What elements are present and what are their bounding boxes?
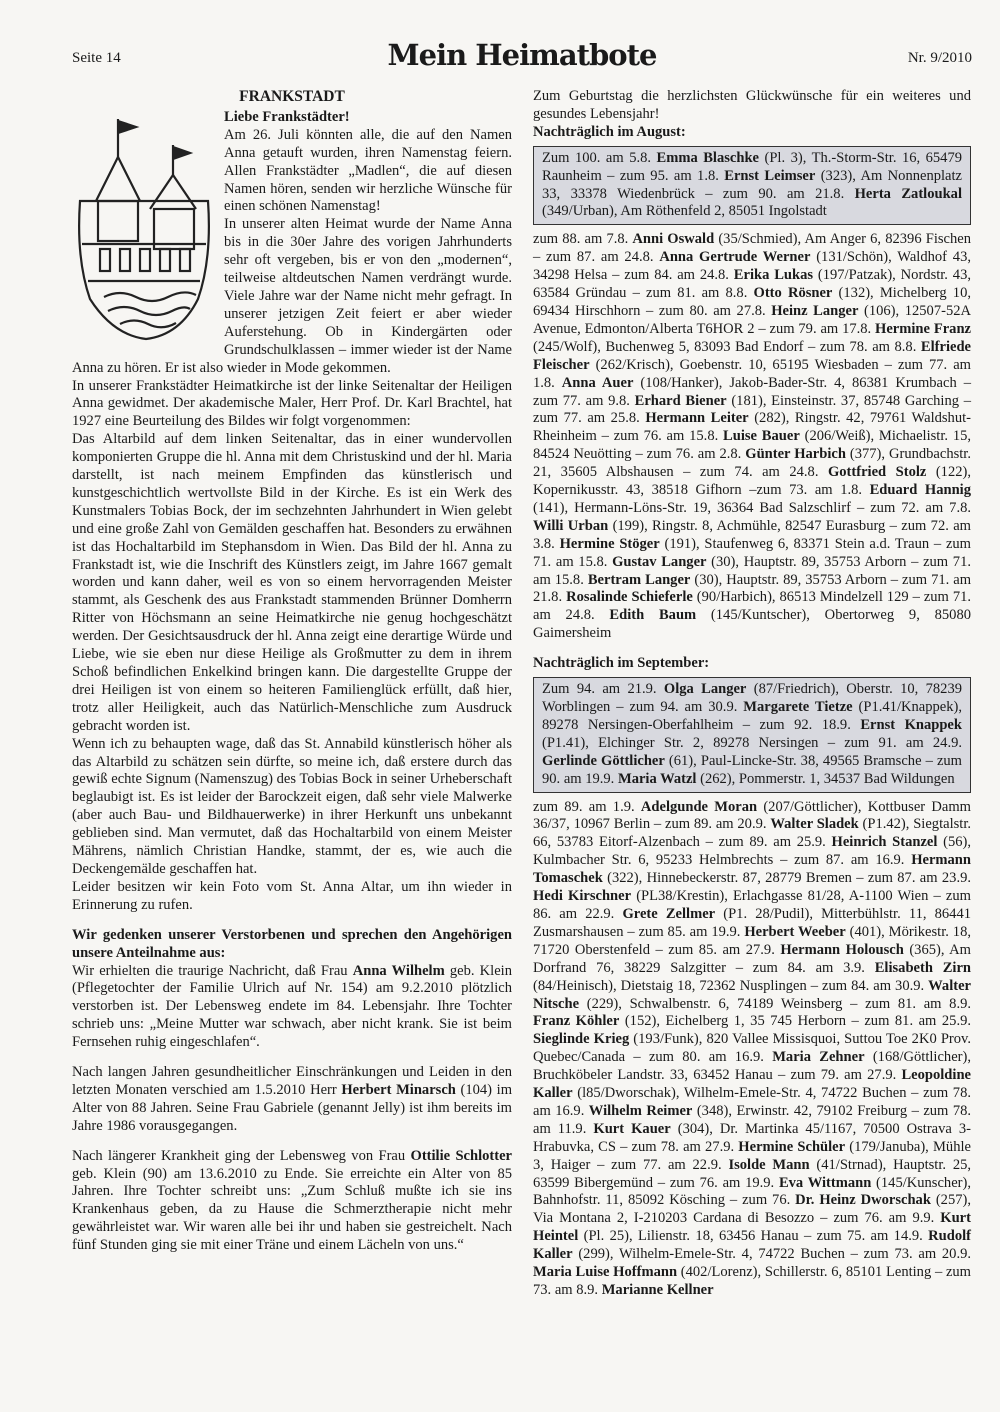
person-name: Hermine Stöger	[559, 535, 660, 552]
obituary-entry: Wir erhielten die traurige Nachricht, daß Frau Anna Wilhelm geb. Klein (Pflegetochter der Familie Ulrich auf Nr. 154) am 9.2.2010 plötzlich verstorben ist. Der Lebensweg endete im 84. Lebensjahr. Ihre Tochter schrieb uns: „Meine Mutter war schwach, aber nicht krank. Sie ist beim Fernsehen ruhig eingeschlafen“.	[72, 962, 512, 1051]
person-name: Kurt Heintel	[533, 1210, 971, 1245]
person-name: Walter Nitsche	[533, 977, 971, 1012]
paragraph: Leider besitzen wir kein Foto vom St. Anna Altar, um ihn wieder in Erinnerung zu rufen.	[72, 878, 512, 913]
person-name: Herta Zatloukal	[854, 185, 962, 202]
person-name: Edith Baum	[609, 607, 697, 624]
person-name: Hermann Leiter	[645, 410, 749, 427]
person-name: Dr. Heinz Dworschak	[795, 1192, 931, 1209]
person-name: Sieglinde Krieg	[533, 1031, 630, 1048]
paragraph: Wenn ich zu behaupten wage, daß das St. Annabild künstlerisch höher als das Altarbild zu schätzen sein dürfte, so meine ich, daß erstere durch das gewiß echte Signum (Namenszug) des Tobias Bock in seiner Urheberschaft beglaubigt ist. Es ist leider der Barockzeit eigen, daß sehr viele Malwerke (aber auch Bau- und Bildhauerwerke) in ihrer Herkunft uns unbekannt geblieben sind. Man vermutet, daß das Hochaltarbild von einem Meister Mährens, nämlich Christian Handke, stammt, der es, wie auch die Deckengemälde geschaffen hat.	[72, 735, 512, 877]
greeting: Liebe Frankstädter!	[224, 108, 350, 125]
person-name: Anni Oswald	[632, 231, 715, 248]
person-name: Hedi Kirschner	[533, 888, 632, 905]
person-name: Rudolf Kaller	[533, 1228, 971, 1263]
paragraph: In unserer Frankstädter Heimatkirche ist der linke Seitenaltar der Heiligen Anna gewidmet. Der akademische Maler, Herr Prof. Dr. Karl Brachtel, hat 1927 eine Beurteilung des Bildes wir folgt vorgenommen:	[72, 377, 512, 430]
person-name: Erika Lukas	[733, 267, 814, 284]
person-name: Günter Harbich	[745, 446, 846, 463]
right-column	[533, 88, 971, 1300]
person-name: Ernst Knappek	[860, 716, 962, 733]
person-name: Wilhelm Reimer	[588, 1102, 693, 1119]
person-name: Eva Wittmann	[778, 1174, 872, 1191]
person-name: Otto Rösner	[753, 285, 833, 302]
town-crest-icon	[68, 109, 218, 345]
paragraph: Das Altarbild auf dem linken Seitenaltar, das in einer wundervollen komponierten Gruppe die hl. Anna mit dem Christuskind und der hl. Maria darstellt, ist nach meinem Empfinden das künstlerisch und kunstgeschichtlich wertvollste Bild in der Kirche. Es ist ein Werk des Kunstmalers Tobias Bock, der im sechzehnten Jahrhundert in Wien gelebt und eine große Zahl von Gemälden geschaffen hat. Besonders zu erwähnen ist das Hochaltarbild im Stephansdom in Wien. Das Bild der hl. Anna zu Frankstadt ist, wie die Inschrift des Künstlers zeigt, im Jahre 1667 gemalt worden und kann daher, weil es von so einem hervorragenden Meister stammt, als Geschenk des aus Frankstadt stammenden Brünner Domherrn Ritter von Höchsmann an seine Heimatkirche nie genug hochgeschätzt werden. Der Gesichtsausdruck der hl. Anna zeigt eine derartige Würde und Liebe, wie sie eben nur diese Heilige als Großmutter zu dem in ihrem Schoß befindlichen Enkelkind bringen kann. Die dargestellte Gruppe der drei Heiligen ist von einem so heiteren Familienglück erfüllt, daß hier, trotz aller Heiligkeit, auch das Natürlich-Menschliche zum Ausdruck gebracht worden ist.	[72, 431, 512, 734]
person-name: Elisabeth Zirn	[874, 959, 971, 976]
august-highlight-box: Zum 100. am 5.8. Emma Blaschke (Pl. 3), Th.-Storm-Str. 16, 65479 Raunheim – zum 95. am 1.8. Ernst Leimser (323), Am Nonnenplatz 33, 33378 Wiedenbrück – zum 90. am 21.8. Herta Zatloukal (349/Urban), Am Röthenfeld 2, 85051 Ingolstadt	[533, 146, 971, 226]
person-name: Hermine Franz	[875, 320, 971, 337]
person-name: Maria Luise Hoffmann	[533, 1264, 678, 1281]
person-name: Gottfried Stolz	[827, 464, 927, 481]
person-name: Leopoldine Kaller	[533, 1067, 971, 1102]
person-name: Anna Auer	[561, 374, 634, 391]
person-name: Olga Langer	[663, 681, 747, 698]
august-heading: Nachträglich im August:	[533, 123, 686, 140]
person-name: Emma Blaschke	[656, 149, 759, 166]
person-name: Kurt Kauer	[593, 1120, 671, 1137]
page-header	[72, 38, 972, 74]
september-highlight-box: Zum 94. am 21.9. Olga Langer (87/Friedrich), Oberstr. 10, 78239 Worblingen – zum 94. am 30.9. Margarete Tietze (P1.41/Knappek), 89278 Nersingen-Oberfahlheim – zum 92. 18.9. Ernst Knappek (P1.41), Elchinger Str. 2, 89278 Nersingen – zum 91. am 24.9. Gerlinde Göttlicher (61), Paul-Lincke-Str. 38, 49565 Bramsche – zum 90. am 19.9. Maria Watzl (262), Pommerstr. 1, 34537 Bad Wildungen	[533, 677, 971, 792]
person-name: Grete Zellmer	[622, 905, 716, 922]
person-name: Luise Bauer	[723, 428, 800, 445]
person-name: Adelgunde Moran	[640, 798, 758, 815]
person-name: Gerlinde Göttlicher	[542, 752, 665, 769]
obituary-entry: Nach längerer Krankheit ging der Lebensweg von Frau Ottilie Schlotter geb. Klein (90) am 13.6.2010 zu Ende. Sie erreichte ein Alter von 85 Jahren. Ihre Tochter schreibt uns: „Zum Schluß mußte ich sie ins Krankenhaus geben, da zu Hause die Schmerztherapie nicht mehr gewährleistet war. Wir waren alle bei ihr und haben sie gestreichelt. Nach fünf Stunden ging sie mit einer Träne und einem Lächeln von uns.“	[72, 1147, 512, 1254]
person-name: Hermann Holousch	[780, 941, 904, 958]
left-column	[72, 88, 512, 1255]
obituary-heading: Wir gedenken unserer Verstorbenen und sprechen den Angehörigen unsere Anteilnahme aus:	[72, 926, 512, 961]
august-birthdays: zum 88. am 7.8. Anni Oswald (35/Schmied), Am Anger 6, 82396 Fischen – zum 87. am 24.8. Anna Gertrude Werner (131/Schön), Waldhof 43, 34298 Helsa – zum 84. am 24.8. Erika Lukas (197/Patzak), Nordstr. 43, 63584 Gründau – zum 81. am 8.8. Otto Rösner (132), Michelberg 10, 69434 Hirschhorn – zum 80. am 27.8. Heinz Langer (106), 12507-52A Avenue, Edmonton/Alberta T6HOR 2 – zum 79. am 17.8. Hermine Franz (245/Wolf), Buchenweg 5, 83093 Bad Endorf – zum 78. am 8.8. Elfriede Fleischer (262/Krisch), Goebenstr. 10, 65195 Wiesbaden – zum 77. am 1.8. Anna Auer (108/Hanker), Jakob-Bader-Str. 4, 86381 Krumbach – zum 77. am 9.8. Erhard Biener (181), Einsteinstr. 37, 85748 Garching – zum 77. am 25.8. Hermann Leiter (282), Ringstr. 42, 79761 Waldshut-Rheinheim – zum 76. am 15.8. Luise Bauer (206/Weiß), Michaelistr. 15, 84524 Neuötting – zum 76. am 2.8. Günter Harbich (377), Grundbachstr. 21, 35605 Albshausen – zum 74. am 24.8. Gottfried Stolz (122), Kopernikusstr. 43, 38518 Gifhorn –zum 73. am 1.8. Eduard Hannig (141), Hermann-Löns-Str. 19, 36364 Bad Salzschlirf – zum 72. am 7.8. Willi Urban (199), Ringstr. 8, Achmühle, 82547 Eurasburg – zum 72. am 3.8. Hermine Stöger (191), Staufenweg 6, 83371 Stein a.d. Traun – zum 71. am 15.8. Gustav Langer (30), Hauptstr. 89, 35753 Arborn – zum 71. am 15.8. Bertram Langer (30), Hauptstr. 89, 35753 Arborn – zum 71. am 21.8. Rosalinde Schieferle (90/Harbich), 86513 Mindelzell 129 – zum 71. am 24.8. Edith Baum (145/Kuntscher), Obertorweg 9, 85080 Gaimersheim	[533, 231, 972, 642]
person-name: Heinrich Stanzel	[831, 834, 938, 851]
person-name: Gustav Langer	[612, 553, 707, 570]
person-name: Hermine Schüler	[738, 1138, 846, 1155]
person-name: Maria Watzl	[617, 770, 697, 787]
person-name: Franz Köhler	[533, 1013, 620, 1030]
person-name: Heinz Langer	[771, 302, 859, 319]
paragraph: Am 26. Juli könnten alle, die auf den Namen Anna getauft wurden, ihren Namenstag feiern. Allen Frankstädter „Madlen“, die auf diesen Namen hören, senden wir herzliche Wünsche für einen schönen Namenstag!	[224, 126, 512, 215]
person-name: Rosalinde Schieferle	[566, 589, 693, 606]
person-name: Anna Gertrude Werner	[659, 249, 811, 266]
september-birthdays: zum 89. am 1.9. Adelgunde Moran (207/Göttlicher), Kottbuser Damm 36/37, 10967 Berlin – zum 89. am 20.9. Walter Sladek (P1.42), Siegtalstr. 66, 53783 Eitorf-Alzenbach – zum 89. am 25.9. Heinrich Stanzel (56), Kulmbacher Str. 6, 95233 Helmbrechts – zum 87. am 16.9. Hermann Tomaschek (322), Hinnebeckerstr. 87, 28779 Bremen – zum 87. am 23.9. Hedi Kirschner (PL38/Krestin), Erlachgasse 81/28, A-1100 Wien – zum 86. am 22.9. Grete Zellmer (P1. 28/Pudil), Mitterbühlstr. 11, 86441 Zusmarshausen – zum 85. am 19.9. Herbert Weeber (401), Mörikestr. 18, 71720 Oberstenfeld – zum 85. am 27.9. Hermann Holousch (365), Am Dorfrand 76, 38229 Salzgitter – zum 84. am 3.9. Elisabeth Zirn (84/Heinisch), Dietstaig 18, 72362 Nusplingen – zum 84. am 30.9. Walter Nitsche (229), Schwalbenstr. 6, 74189 Weinsberg – zum 81. am 8.9. Franz Köhler (152), Eichelberg 1, 35 745 Herborn – zum 81. am 25.9. Sieglinde Krieg (193/Funk), 820 Vallee Missisquoi, Suttou Toe 2K0 Prov. Quebec/Canada – zum 80. am 16.9. Maria Zehner (168/Göttlicher), Bruchköbeler Landstr. 33, 63452 Hanau – zum 79. am 27.9. Leopoldine Kaller (l85/Dworschak), Wilhelm-Emele-Str. 4, 74722 Buchen – zum 78. am 16.9. Wilhelm Reimer (348), Erwinstr. 42, 79102 Freiburg – zum 78. am 11.9. Kurt Kauer (304), Dr. Martinka 45/1167, 70500 Ostrava 3-Hrabuvka, CS – zum 78. am 27.9. Hermine Schüler (179/Januba), Mühle 3, Haiger – zum 77. am 22.9. Isolde Mann (41/Strnad), Hauptstr. 25, 63599 Bibergemünd – zum 76. am 19.9. Eva Wittmann (145/Kunscher), Bahnhofstr. 11, 85092 Kösching – zum 76. Dr. Heinz Dworschak (257), Via Montana 2, I-210203 Cardana di Besozzo – zum 76. am 9.9. Kurt Heintel (Pl. 25), Lilienstr. 18, 63456 Hanau – zum 75. am 14.9. Rudolf Kaller (299), Wilhelm-Emele-Str. 4, 74722 Buchen – zum 73. am 20.9. Maria Luise Hoffmann (402/Lorenz), Schillerstr. 6, 85101 Lenting – zum 73. am 8.9. Marianne Kellner	[533, 798, 972, 1298]
person-name: Marianne Kellner	[601, 1282, 714, 1298]
person-name: Ernst Leimser	[724, 167, 816, 184]
person-name: Elfriede Fleischer	[533, 338, 971, 373]
person-name: Bertram Langer	[587, 571, 691, 588]
masthead: Mein Heimatbote	[387, 38, 657, 72]
person-name: Walter Sladek	[770, 816, 859, 833]
page-number: Seite 14	[72, 50, 121, 66]
birthday-intro: Zum Geburtstag die herzlichsten Glückwünsche für ein weiteres und gesundes Lebensjahr!	[533, 88, 971, 122]
person-name: Hermann Tomaschek	[533, 852, 971, 887]
person-name: Willi Urban	[533, 517, 609, 534]
person-name: Maria Zehner	[772, 1049, 865, 1066]
person-name: Eduard Hannig	[869, 482, 971, 499]
person-name: Isolde Mann	[728, 1156, 810, 1173]
paragraph: In unserer alten Heimat wurde der Name Anna bis in die 30er Jahre des vorigen Jahrhunderts sehr oft vergeben, bis er von den „modernen“, teilweise altdeutschen Namen verdrängt wurde. Viele Jahre war der Name nicht mehr gefragt. In unserer jetzigen Zeit feiert er aber wieder Auferstehung. Ob in Kindergärten oder Grundschulklassen – immer wieder ist der Name Anna zu hören. Er ist also wieder in Mode gekommen.	[72, 216, 512, 376]
issue-number: Nr. 9/2010	[907, 50, 972, 66]
person-name: Herbert Weeber	[744, 923, 846, 940]
person-name: Erhard Biener	[634, 392, 727, 409]
obituary-entry: Nach langen Jahren gesundheitlicher Einschränkungen und Leiden in den letzten Monaten verschied am 1.5.2010 Herr Herbert Minarsch (104) im Alter von 88 Jahren. Seine Frau Gabriele (genannt Jelly) ist ihm bereits im Jahre 1986 vorausgegangen.	[72, 1064, 513, 1134]
person-name: Margarete Tietze	[743, 699, 853, 715]
september-heading: Nachträglich im September:	[533, 655, 710, 672]
section-title: FRANKSTADT	[239, 88, 345, 105]
